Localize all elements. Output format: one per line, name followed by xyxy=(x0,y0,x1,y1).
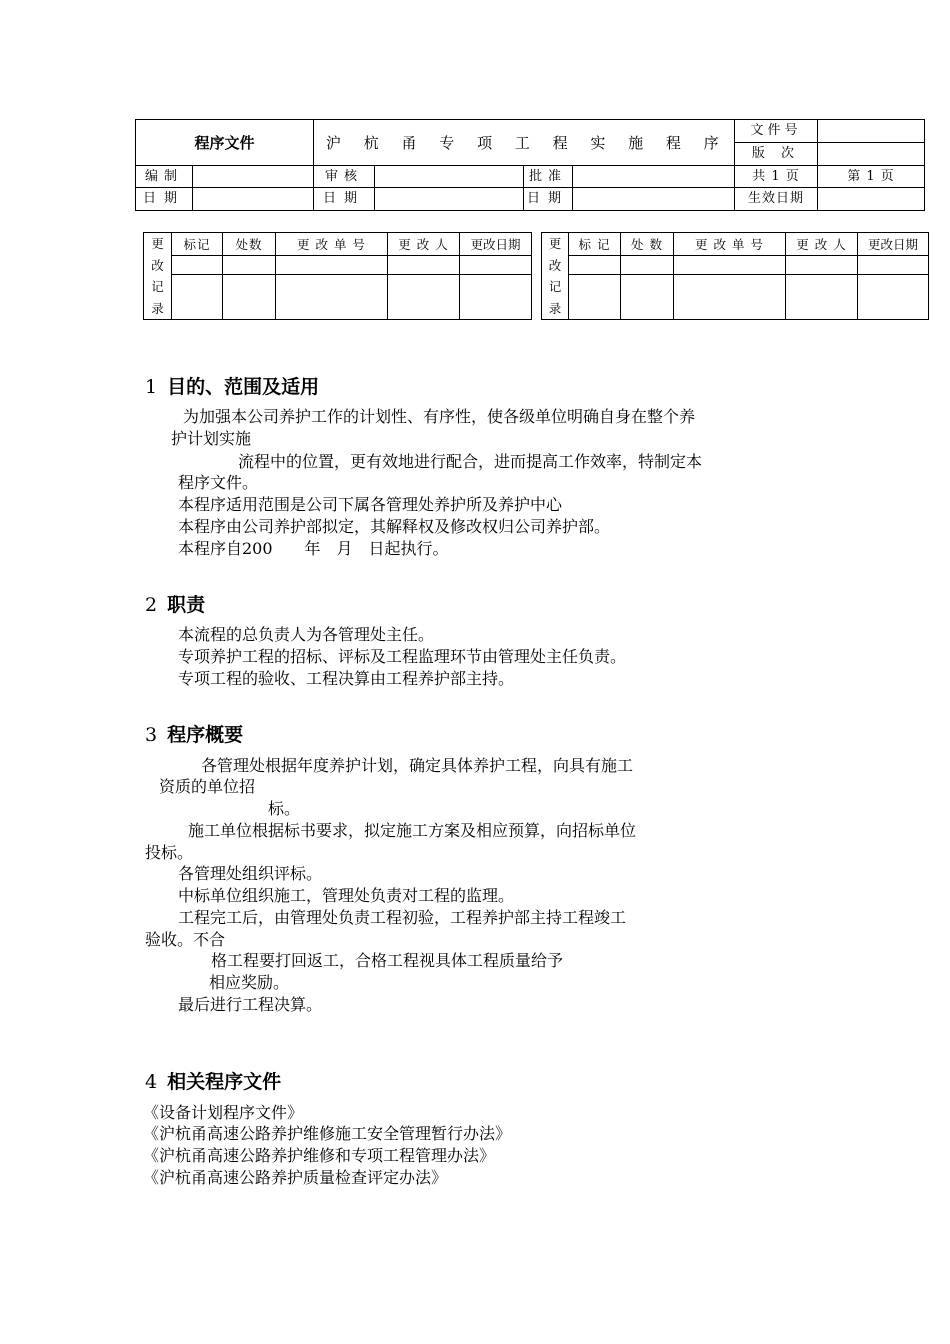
compile-value xyxy=(193,166,313,187)
doc-title: 沪 杭 甬 专 项 工 程 实 施 程 序 xyxy=(314,120,735,166)
paragraph-line: 专项工程的验收、工程决算由工程养护部主持。 xyxy=(178,669,515,688)
revision-cell xyxy=(276,255,388,274)
page-number: 第 1 页 xyxy=(847,169,895,184)
paragraph-line: 本程序由公司养护部拟定，其解释权及修改权归公司养护部。 xyxy=(178,517,611,536)
paragraph-line: 本流程的总负责人为各管理处主任。 xyxy=(178,625,435,644)
revision-side-label: 更 改 记 录 xyxy=(144,233,172,320)
section-2-heading xyxy=(145,590,205,617)
related-doc-item: 《沪杭甬高速公路养护维修和专项工程管理办法》 xyxy=(143,1146,496,1165)
paragraph-line: 相应奖励。 xyxy=(209,973,290,992)
revision-cell xyxy=(223,255,276,274)
section-4-number: 4 xyxy=(145,1071,158,1093)
col-change-date: 更改日期 xyxy=(858,233,929,256)
col-mark: 标记 xyxy=(172,233,223,256)
paragraph-line: 中标单位组织施工，管理处负责对工程的监理。 xyxy=(178,886,515,905)
paragraph-line: 验收。不合 xyxy=(145,930,226,949)
related-doc-item: 《设备计划程序文件》 xyxy=(143,1103,304,1122)
doc-type-label: 程序文件 xyxy=(136,120,314,166)
revision-side-label: 更 改 记 录 xyxy=(542,233,569,320)
section-1-heading xyxy=(145,372,319,399)
file-no-label: 文件号 xyxy=(735,120,818,142)
paragraph-line: 资质的单位招 xyxy=(159,777,256,796)
date-value-3 xyxy=(573,188,734,210)
paragraph-line: 最后进行工程决算。 xyxy=(178,995,323,1014)
col-count: 处 数 xyxy=(621,233,674,256)
revision-record-table-left xyxy=(143,232,532,320)
paragraph-line: 各管理处组织评标。 xyxy=(178,864,323,883)
revision-cell xyxy=(276,274,388,319)
date-label-3: 日期 xyxy=(524,188,573,210)
revision-cell xyxy=(786,255,858,274)
revision-cell xyxy=(674,255,786,274)
document-header-table xyxy=(135,119,925,211)
revision-cell xyxy=(786,274,858,319)
revision-cell xyxy=(460,255,532,274)
section-1-number: 1 xyxy=(145,376,158,398)
section-2-number: 2 xyxy=(145,594,158,616)
revision-cell xyxy=(858,274,929,319)
date-label-2: 日期 xyxy=(314,188,375,210)
revision-cell xyxy=(621,255,674,274)
section-4-title: 相关程序文件 xyxy=(167,1071,282,1093)
version-label: 版 次 xyxy=(735,143,818,165)
col-change-no: 更 改 单 号 xyxy=(276,233,388,256)
paragraph-line: 标。 xyxy=(268,799,301,818)
revision-cell xyxy=(858,255,929,274)
paragraph-line: 专项养护工程的招标、评标及工程监理环节由管理处主任负责。 xyxy=(178,647,627,666)
approve-label: 批准 xyxy=(524,166,573,187)
revision-cell xyxy=(388,274,460,319)
col-mark: 标 记 xyxy=(569,233,621,256)
paragraph-line: 投标。 xyxy=(145,843,194,862)
section-3-heading xyxy=(145,720,243,747)
paragraph-line: 本程序适用范围是公司下属各管理处养护所及养护中心 xyxy=(178,495,563,514)
paragraph-line: 本程序自200 年 月 日起执行。 xyxy=(178,539,449,558)
col-change-no: 更 改 单 号 xyxy=(674,233,786,256)
section-4-heading xyxy=(145,1067,281,1094)
col-changer: 更 改 人 xyxy=(388,233,460,256)
revision-cell xyxy=(172,274,223,319)
effective-date-label: 生效日期 xyxy=(735,188,818,210)
section-3-number: 3 xyxy=(145,724,158,746)
related-doc-item: 《沪杭甬高速公路养护维修施工安全管理暂行办法》 xyxy=(143,1124,512,1143)
paragraph-line: 施工单位根据标书要求，拟定施工方案及相应预算，向招标单位 xyxy=(188,821,637,840)
compile-label: 编制 xyxy=(136,166,193,187)
related-doc-item: 《沪杭甬高速公路养护质量检查评定办法》 xyxy=(143,1168,448,1187)
revision-record-table-right xyxy=(541,232,929,320)
paragraph-line: 各管理处根据年度养护计划，确定具体养护工程，向具有施工 xyxy=(201,756,634,775)
date-label-1: 日期 xyxy=(136,188,193,210)
col-changer: 更 改 人 xyxy=(786,233,858,256)
paragraph-line: 护计划实施 xyxy=(171,429,252,448)
version-value xyxy=(818,143,924,165)
paragraph-line: 程序文件。 xyxy=(178,473,259,492)
col-change-date: 更改日期 xyxy=(460,233,532,256)
approve-value xyxy=(573,166,734,187)
col-count: 处数 xyxy=(223,233,276,256)
total-pages: 共 1 页 xyxy=(735,166,818,187)
file-no-value xyxy=(818,120,924,142)
effective-date-value xyxy=(818,188,924,210)
paragraph-line: 格工程要打回返工，合格工程视具体工程质量给予 xyxy=(211,951,564,970)
paragraph-line: 流程中的位置，更有效地进行配合，进而提高工作效率，特制定本 xyxy=(238,452,703,471)
paragraph-line: 工程完工后，由管理处负责工程初验，工程养护部主持工程竣工 xyxy=(178,908,627,927)
revision-cell xyxy=(172,255,223,274)
revision-cell xyxy=(223,274,276,319)
section-3-title: 程序概要 xyxy=(167,724,244,746)
review-value xyxy=(375,166,523,187)
section-2-title: 职责 xyxy=(167,594,206,616)
review-label: 审核 xyxy=(314,166,375,187)
revision-cell xyxy=(621,274,674,319)
revision-cell xyxy=(460,274,532,319)
revision-cell xyxy=(388,255,460,274)
date-value-2 xyxy=(375,188,523,210)
date-value-1 xyxy=(193,188,313,210)
section-1-title: 目的、范围及适用 xyxy=(167,376,320,398)
revision-cell xyxy=(569,255,621,274)
paragraph-line: 为加强本公司养护工作的计划性、有序性，使各级单位明确自身在整个养 xyxy=(183,407,696,426)
revision-cell xyxy=(674,274,786,319)
revision-cell xyxy=(569,274,621,319)
